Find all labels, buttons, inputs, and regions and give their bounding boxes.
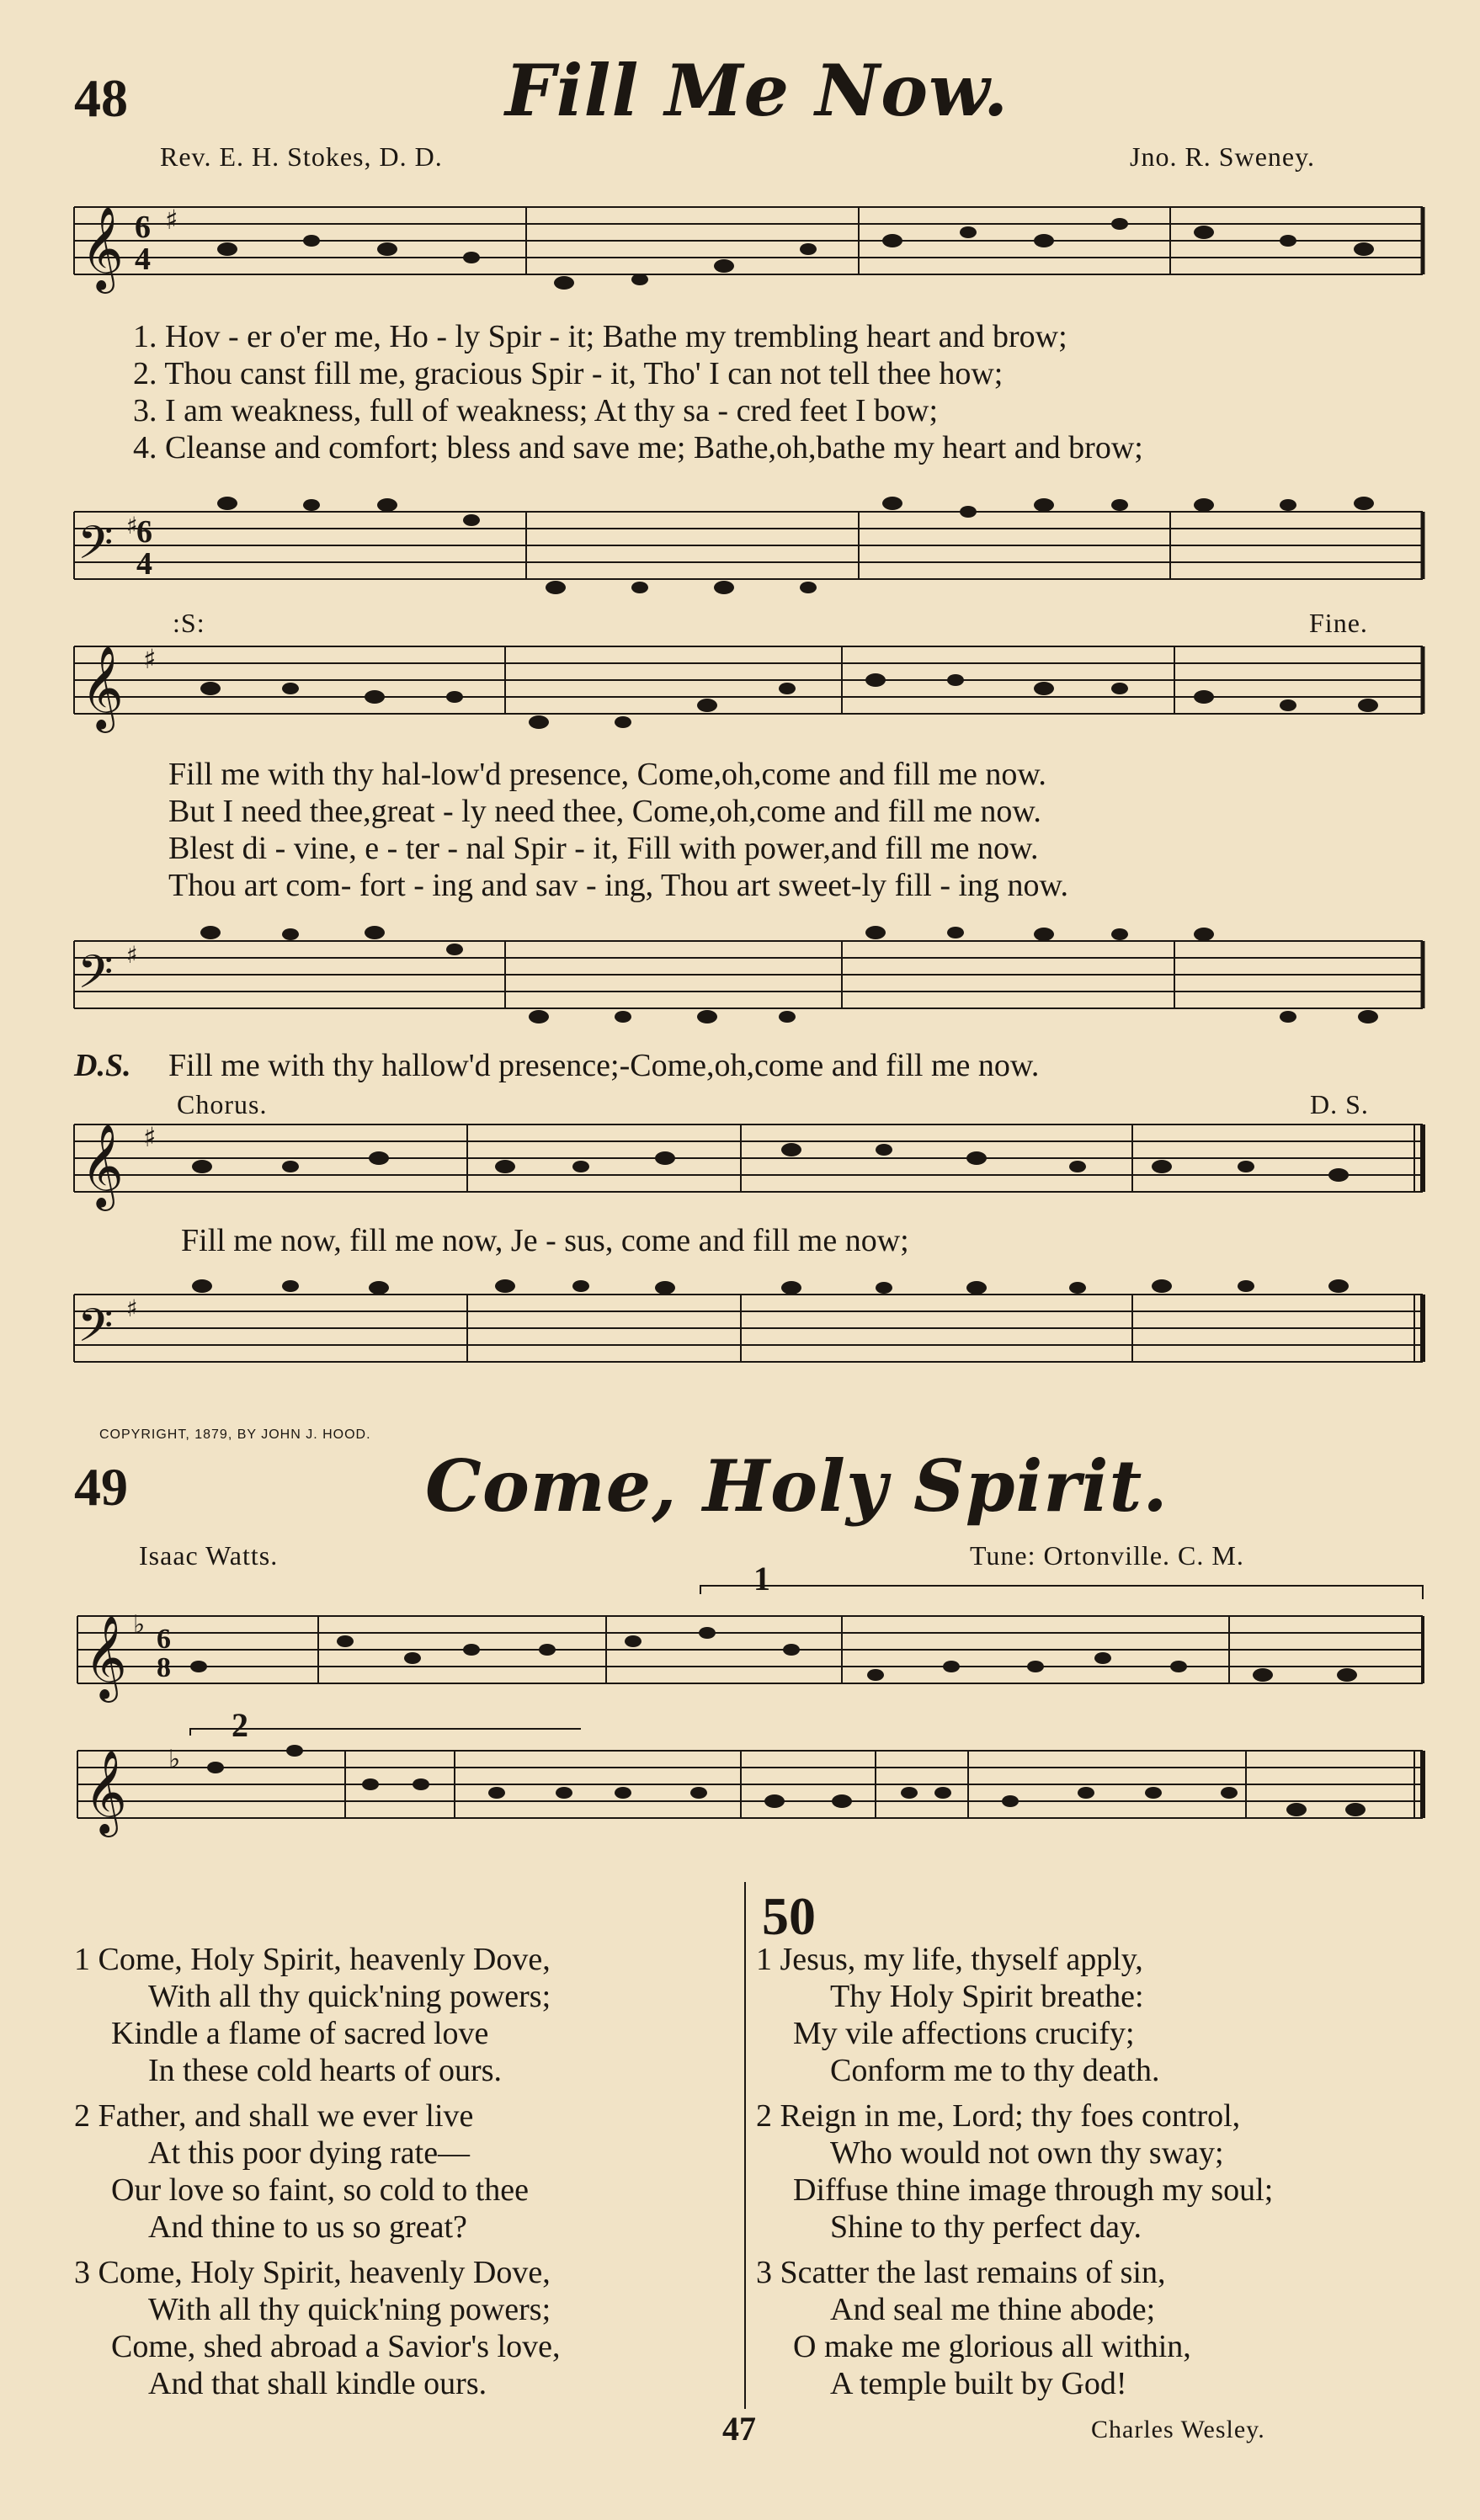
svg-text:4: 4 [135,242,151,277]
refrain-line-1: Fill me with thy hal-low'd presence, Come,oh,come and fill me now. [168,757,1046,792]
verse-line: A temple built by God! [830,2366,1127,2401]
ds-label: D.S. [74,1048,131,1083]
verse-line: And thine to us so great? [148,2209,467,2245]
first-ending-mark: 1 [753,1560,771,1598]
verse-line: 3 Come, Holy Spirit, heavenly Dove, [74,2255,551,2290]
bass-staff-system-1 [0,486,1480,604]
bass-staff-system-2 [0,916,1480,1034]
treble-staff-hymn49-2 [0,1717,1480,1843]
chorus-label: Chorus. [177,1089,268,1119]
verse-line: At this poor dying rate— [148,2135,471,2171]
author-credit: Rev. E. H. Stokes, D. D. [160,141,443,172]
hymn-title: Fill Me Now. [505,49,1009,132]
verse-2-line: 2. Thou canst fill me, gracious Spir - it, Tho' I can not tell thee how; [133,356,1004,391]
svg-text:𝄞: 𝄞 [81,646,124,730]
hymn-number: 50 [762,1886,816,1946]
svg-text:8: 8 [157,1652,171,1683]
hymn50-verse-1 [756,1941,1273,2089]
verse-line: Shine to thy perfect day. [830,2209,1142,2245]
chorus-line: Fill me now, fill me now, Je - sus, come and fill me now; [181,1223,909,1258]
verse-line: 1 Jesus, my life, thyself apply, [756,1942,1143,1977]
hymn49-verse-3 [74,2254,560,2402]
verse-line: Our love so faint, so cold to thee [111,2172,530,2208]
svg-text:4: 4 [136,546,152,582]
svg-text:♭: ♭ [168,1745,181,1774]
hymn50-verses [756,1941,1273,2411]
tune-credit: Tune: Ortonville. C. M. [970,1540,1244,1571]
svg-text:𝄞: 𝄞 [84,1615,127,1699]
verse-line: With all thy quick'ning powers; [148,1979,551,2014]
svg-text:♭: ♭ [133,1610,146,1640]
refrain-line-4: Thou art com- fort - ing and sav - ing, Thou art sweet-ly fill - ing now. [168,868,1069,903]
verse-3-line: 3. I am weakness, full of weakness; At thy sa - cred feet I bow; [133,393,939,428]
verse-line: 1 Come, Holy Spirit, heavenly Dove, [74,1942,551,1977]
svg-text:6: 6 [136,514,152,550]
svg-text:𝄞: 𝄞 [81,206,124,290]
svg-text:𝄢: 𝄢 [77,1299,114,1364]
hymn-number: 48 [74,68,128,128]
verse-line: Diffuse thine image through my soul; [793,2172,1274,2208]
bass-staff-chorus [0,1269,1480,1387]
svg-text:♯: ♯ [165,204,178,236]
segno-mark: :S: [173,608,205,638]
svg-text:𝄢: 𝄢 [77,516,114,581]
ds-line: Fill me with thy hallow'd presence;-Come,oh,come and fill me now. [168,1048,1040,1083]
svg-text:𝄢: 𝄢 [77,945,114,1010]
verse-line: Come, shed abroad a Savior's love, [111,2329,561,2364]
refrain-line-2: But I need thee,great - ly need thee, Come,oh,come and fill me now. [168,794,1041,829]
hymn49-verses [74,1941,560,2411]
treble-staff-system-1 [0,199,1480,316]
verse-line: My vile affections crucify; [793,2016,1135,2051]
copyright-notice: COPYRIGHT, 1879, BY JOHN J. HOOD. [99,1427,371,1442]
svg-text:♯: ♯ [143,1121,157,1153]
svg-text:𝄞: 𝄞 [81,1124,124,1208]
svg-text:♯: ♯ [126,1295,138,1322]
author-credit: Charles Wesley. [1091,2416,1265,2443]
verse-line: With all thy quick'ning powers; [148,2292,551,2327]
treble-staff-system-2 [0,638,1480,756]
verse-line: Who would not own thy sway; [830,2135,1224,2171]
verse-4-line: 4. Cleanse and comfort; bless and save me; Bathe,oh,bathe my heart and brow; [133,430,1143,465]
verse-1-line: 1. Hov - er o'er me, Ho - ly Spir - it; Bathe my trembling heart and brow; [133,319,1067,354]
verse-line: 3 Scatter the last remains of sin, [756,2255,1166,2290]
fine-mark: Fine. [1309,608,1368,638]
hymn50-verse-2 [756,2097,1273,2246]
ds-mark: D. S. [1310,1089,1369,1119]
svg-text:6: 6 [157,1624,171,1655]
hymn49-verse-2 [74,2097,560,2246]
verse-line: 2 Father, and shall we ever live [74,2098,474,2134]
svg-text:𝄞: 𝄞 [84,1750,127,1834]
column-divider [744,1882,746,2409]
composer-credit: Jno. R. Sweney. [1130,141,1316,172]
treble-staff-chorus [0,1116,1480,1234]
svg-text:♯: ♯ [126,941,138,969]
verse-line: Thy Holy Spirit breathe: [830,1979,1144,2014]
hymn-number: 49 [74,1457,128,1517]
verse-line: And seal me thine abode; [830,2292,1156,2327]
verse-line: Kindle a flame of sacred love [111,2016,489,2051]
page-number: 47 [722,2410,756,2448]
refrain-line-3: Blest di - vine, e - ter - nal Spir - it, Fill with power,and fill me now. [168,831,1039,866]
verse-line: In these cold hearts of ours. [148,2053,502,2088]
verse-line: 2 Reign in me, Lord; thy foes control, [756,2098,1241,2134]
svg-text:6: 6 [135,210,151,245]
verse-line: O make me glorious all within, [793,2329,1191,2364]
verse-line: And that shall kindle ours. [148,2366,487,2401]
treble-staff-hymn49-1 [0,1582,1480,1709]
author-credit: Isaac Watts. [139,1540,279,1571]
verse-line: Conform me to thy death. [830,2053,1160,2088]
hymn50-verse-3 [756,2254,1273,2402]
svg-text:♯: ♯ [143,643,157,675]
svg-text:♯: ♯ [126,512,138,540]
hymn-title: Come, Holy Spirit. [425,1444,1169,1528]
hymn49-verse-1 [74,1941,560,2089]
second-ending-mark: 2 [232,1706,249,1744]
